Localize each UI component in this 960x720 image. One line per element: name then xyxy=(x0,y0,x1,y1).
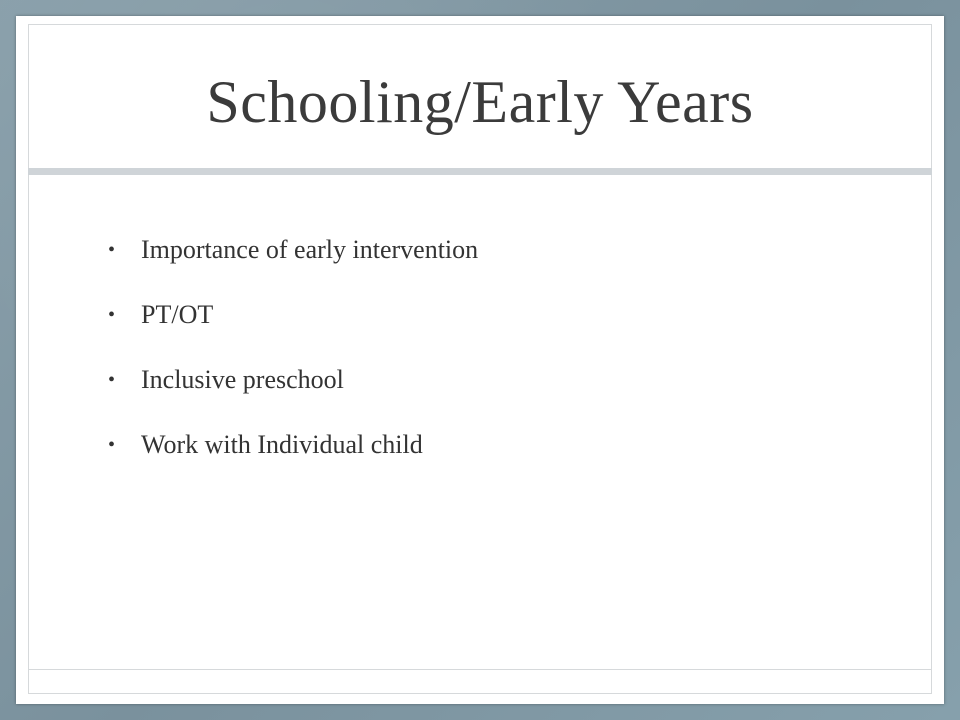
bullet-item xyxy=(108,232,478,297)
bullet-icon: • xyxy=(108,434,116,456)
title-divider xyxy=(28,168,932,175)
bullet-icon: • xyxy=(108,369,116,391)
bullet-item xyxy=(108,297,478,362)
bullet-item xyxy=(108,427,478,492)
bullet-icon: • xyxy=(108,304,116,326)
bullet-text: Work with Individual child xyxy=(141,430,423,459)
slide xyxy=(16,16,944,704)
footer-divider xyxy=(28,669,932,670)
bullet-text: Importance of early intervention xyxy=(141,235,479,264)
bullet-list xyxy=(108,232,478,492)
bullet-text: PT/OT xyxy=(141,300,214,329)
bullet-icon: • xyxy=(108,239,116,261)
slide-title: Schooling/Early Years xyxy=(206,69,754,135)
bullet-item xyxy=(108,362,478,427)
bullet-text: Inclusive preschool xyxy=(141,365,344,394)
